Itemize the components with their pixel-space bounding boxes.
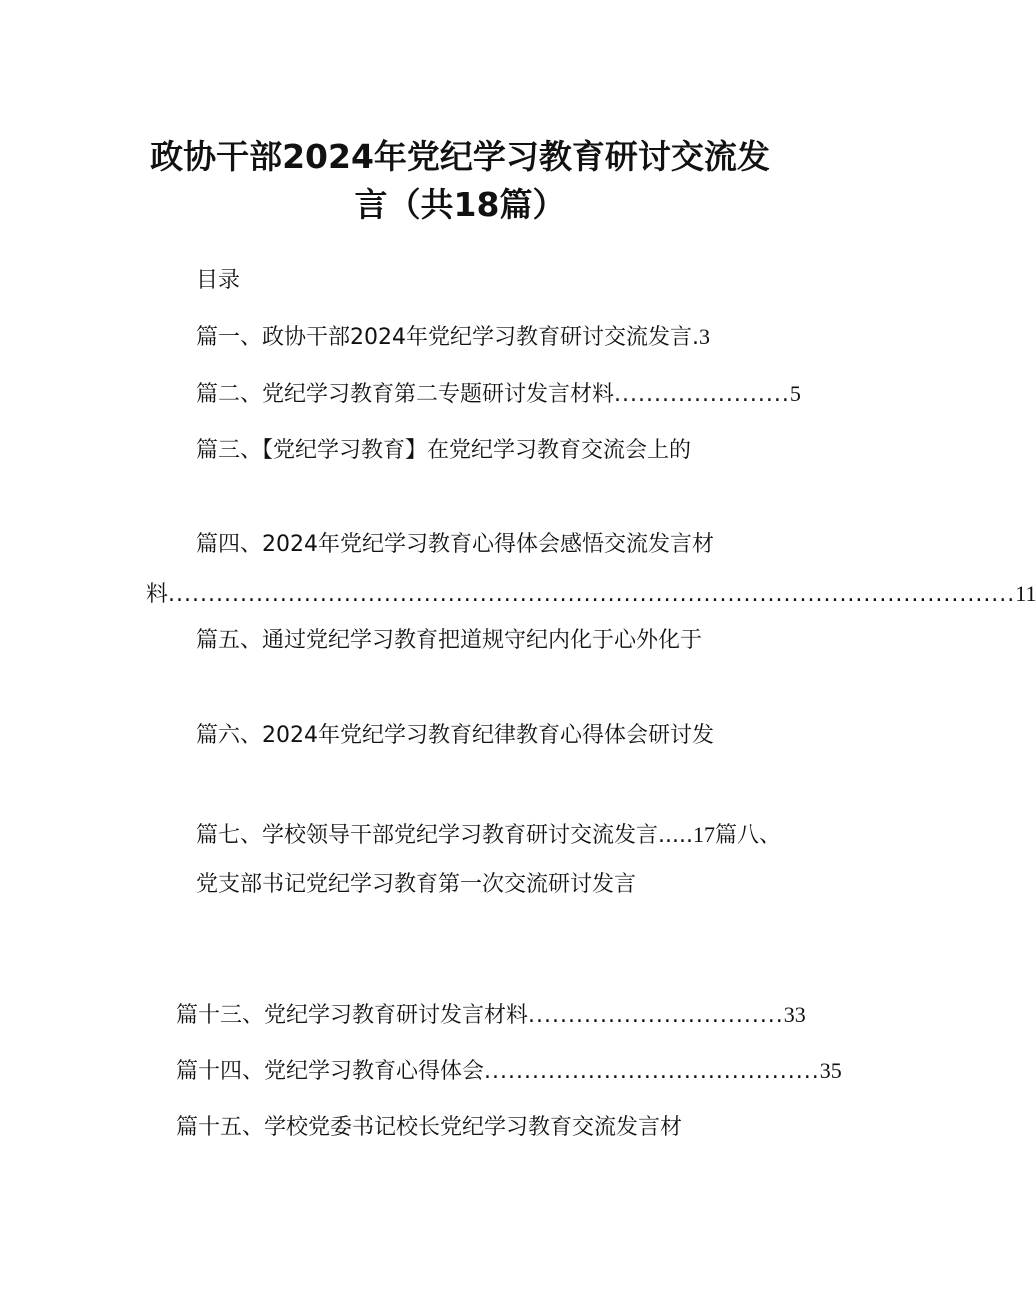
toc-entry-6[interactable] — [196, 721, 714, 751]
toc-entry-3[interactable] — [196, 436, 691, 466]
toc-entry-14[interactable] — [176, 1056, 842, 1087]
toc-entry-label: 篇三、【党纪学习教育】在党纪学习教育交流会上的 — [196, 438, 692, 463]
toc-entry-page: 3 — [699, 324, 710, 349]
toc-entry-label: 篇五、通过党纪学习教育把道规守纪内化于心外化于 — [196, 628, 703, 653]
toc-entry-1[interactable] — [196, 322, 710, 353]
toc-entry-7[interactable] — [196, 820, 781, 851]
toc-entry-page: 17 — [692, 822, 715, 847]
document-title-line-2: 言（共18篇） — [354, 185, 566, 224]
toc-entry-8-continuation[interactable] — [196, 870, 636, 900]
toc-heading-text: 目录 — [196, 268, 241, 293]
toc-entry-label: 党支部书记党纪学习教育第一次交流研讨发言 — [196, 872, 637, 897]
toc-entry-page: 35 — [819, 1058, 842, 1083]
toc-entry-page: 11 — [1015, 581, 1036, 606]
toc-entry-label: 篇十五、学校党委书记校长党纪学习教育交流发言材 — [176, 1115, 683, 1140]
toc-entry-label: 篇十三、党纪学习教育研讨发言材料 — [176, 1003, 529, 1028]
toc-entry-leader: ................................ — [528, 1003, 784, 1028]
document-title-line-1: 政协干部2024年党纪学习教育研讨交流发 — [150, 137, 770, 176]
toc-heading — [196, 266, 240, 296]
toc-entry-leader: ...................... — [614, 382, 790, 407]
toc-entry-leader: ..... — [658, 823, 693, 848]
toc-entry-2[interactable] — [196, 379, 801, 410]
toc-entry-4[interactable] — [196, 530, 714, 560]
toc-entry-13[interactable] — [176, 1000, 806, 1031]
toc-entry-label: 篇六、2024年党纪学习教育纪律教育心得体会研讨发 — [196, 723, 714, 748]
toc-entry-leader: .......................................... — [484, 1059, 820, 1084]
toc-entry-label: 篇四、2024年党纪学习教育心得体会感悟交流发言材 — [196, 532, 714, 557]
toc-entry-15[interactable] — [176, 1113, 682, 1143]
toc-entry-5[interactable] — [196, 626, 702, 656]
toc-entry-page: 33 — [783, 1002, 806, 1027]
toc-entry-label: 篇七、学校领导干部党纪学习教育研讨交流发言 — [196, 823, 659, 848]
toc-entry-label: 篇一、政协干部2024年党纪学习教育研讨交流发言 — [196, 325, 692, 350]
toc-entry-8-start: 篇八、 — [714, 823, 781, 848]
toc-entry-label: 篇十四、党纪学习教育心得体会 — [176, 1059, 485, 1084]
toc-entry-leader: .......................................................................................................... — [168, 582, 1016, 607]
toc-entry-leader: . — [692, 325, 699, 350]
toc-entry-label: 料 — [146, 582, 169, 607]
toc-entry-4-continuation[interactable] — [146, 579, 1036, 610]
toc-entry-page: 5 — [789, 381, 801, 406]
toc-entry-label: 篇二、党纪学习教育第二专题研讨发言材料 — [196, 382, 615, 407]
